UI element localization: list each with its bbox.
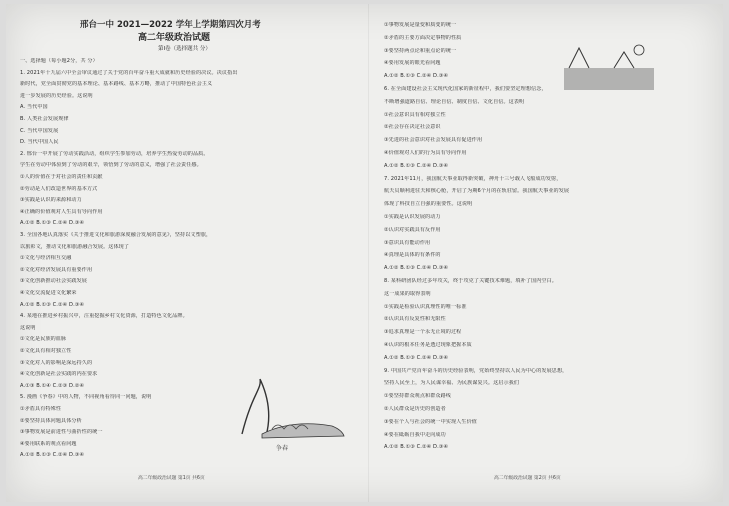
question-line: A.①② B.①③ C.②④ D.③④ (20, 301, 85, 308)
right-footer: 高二年级政治试题 第2页 共6页 (494, 476, 561, 481)
question-line: 体现了科技自立自强的重要性。这说明 (384, 201, 473, 208)
exam-title: 邢台一中 2021—2022 学年上学期第四次月考 (80, 20, 261, 30)
question-line: ④要用发展的眼光看问题 (384, 60, 441, 67)
question-line: A.①② B.①③ C.②④ D.③④ (20, 220, 85, 227)
cartoon-caption: 争春 (276, 445, 289, 452)
question-line: 不断增强道路自信、理论自信、制度自信、文化自信。这表明 (384, 98, 525, 105)
question-line: A.①② B.①③ C.②④ D.③④ (20, 452, 85, 459)
question-line: ④文化交流促进文化繁荣 (20, 290, 77, 296)
question-line: ②认识具有反复性和无限性 (384, 316, 446, 323)
exam-subtitle: 高二年级政治试题 (138, 33, 211, 43)
question-line: ④认识的根本任务是透过现象把握本质 (384, 342, 472, 348)
question-line: A.①② B.①③ C.②④ D.③④ (384, 73, 449, 80)
question-line: ③先进的社会意识对社会发展具有促进作用 (384, 137, 483, 144)
question-line: 3. 全国各地认真落实《关于推进文化和旅游深度融合发展的意见》，坚持以文塑旅， (20, 232, 212, 238)
question-line: 进一步发展的历史经验。这说明 (20, 92, 93, 99)
question-line: ③追求真理是一个永无止境的过程 (384, 329, 462, 336)
question-line: 4. 某地在推进乡村振兴中，注重挖掘乡村文化资源，打造特色文化品牌。 (20, 313, 188, 320)
question-line: ①实践是认识发展的动力 (384, 214, 441, 220)
question-line: D. 当代中国人民 (20, 139, 59, 146)
question-line: C. 当代中国发展 (20, 127, 59, 134)
question-line: ④正确的价值观对人生具有导向作用 (20, 208, 103, 215)
question-line: ①矛盾具有特殊性 (20, 406, 62, 412)
question-line: ③实践是认识的来源和动力 (20, 197, 82, 204)
question-line: 新时代，党全面贯彻党的基本理论、基本路线、基本方略，推动了中国特色社会主义 (20, 81, 213, 88)
question-line: A.①③ B.①④ C.②③ D.②④ (20, 382, 85, 389)
question-line: ②矛盾的主要方面决定事物的性质 (384, 34, 462, 41)
question-line: A.①② B.①③ C.②④ D.③④ (384, 354, 449, 361)
section-label: 第I卷（选择题共 分） (158, 46, 211, 52)
question-line: ①文化与经济相互交融 (20, 255, 72, 262)
question-line: 以旅彰文，推动文化和旅游融合发展。这体现了 (20, 243, 130, 250)
question-line: 这说明 (20, 324, 36, 331)
question-line: 学生在劳动中体验到了劳动的艰辛，领悟到了劳动的意义，增强了社会责任感。 (20, 162, 202, 169)
question-line: ②认识对实践具有反作用 (384, 226, 441, 233)
question-line: ③文化对人的影响是深远持久的 (20, 359, 93, 366)
question-line: 一、选择题（每小题2分，共 分） (20, 58, 98, 64)
question-line: ③文化创新推动社会实践发展 (20, 278, 87, 285)
question-line: ①实践是检验认识真理性的唯一标准 (384, 303, 467, 310)
left-footer: 高二年级政治试题 第1页 共6页 (138, 476, 205, 481)
question-line: ③要在个人与社会的统一中实现人生价值 (384, 418, 477, 425)
question-line: 坚持人民至上，为人民谋幸福、为民族谋复兴。这启示我们 (384, 380, 520, 387)
question-line: ①要坚持群众观点和群众路线 (384, 393, 451, 400)
question-line: ③要坚持两点论和重点论的统一 (384, 47, 457, 54)
question-line: 8. 某科研团队经过多年攻关，终于攻克了关键技术难题，填补了国内空白。 (384, 278, 557, 284)
question-line: ④真理是具体的有条件的 (384, 252, 441, 259)
question-line: ④文化创新是社会实践的内在要求 (20, 371, 98, 378)
question-line: A.①② B.①③ C.②④ D.③④ (384, 162, 449, 169)
page-fold (368, 4, 369, 502)
question-line: 航天员顺利进驻天和核心舱，开启了为期6个月的在轨驻留。我国航天事业的发展 (384, 188, 570, 195)
question-line: ②社会存在决定社会意识 (384, 124, 441, 131)
question-line: 6. 在全面建设社会主义现代化国家的新征程中，我们要坚定理想信念， (384, 86, 547, 92)
question-line: ③意识具有能动作用 (384, 239, 431, 246)
question-line: B. 人类社会发展规律 (20, 116, 69, 122)
question-line: ④价值观对人们的行为具有导向作用 (384, 150, 467, 156)
question-line: ②文化具有相对独立性 (20, 348, 72, 354)
question-line: 5. 漫画《争春》中的人物，不同视角看待同一问题，说明 (20, 394, 152, 401)
cartoon-illustration-right (554, 38, 664, 96)
question-line: ②劳动是人们改造世界的基本方式 (20, 185, 98, 192)
question-line: ①事物发展是量变和质变的统一 (384, 22, 457, 28)
question-line: 2. 邢台一中开展了劳动实践活动，组织学生参加劳动，培养学生热爱劳动的品质。 (20, 150, 209, 157)
question-line: ③事物发展是前进性与曲折性的统一 (20, 429, 103, 436)
right-page (384, 16, 714, 486)
question-line: ④要用联系的观点看问题 (20, 440, 77, 447)
left-page (20, 16, 364, 486)
question-line: ①社会意识具有相对独立性 (384, 111, 446, 118)
question-line: ②文化对经济发展具有重要作用 (20, 266, 93, 273)
exam-sheet (6, 4, 723, 502)
question-line: 9. 中国共产党百年奋斗的历史经验表明，党始终坚持以人民为中心的发展思想， (384, 367, 568, 374)
question-line: A.①② B.①③ C.②④ D.③④ (384, 265, 449, 272)
question-line: ①文化是民族的血脉 (20, 336, 67, 343)
question-line: ④要在砥砺自我中走向成功 (384, 431, 446, 438)
question-line: ①人的价值在于对社会的责任和贡献 (20, 174, 103, 180)
question-line: A. 当代中国 (20, 104, 48, 111)
question-line: ②要坚持具体问题具体分析 (20, 417, 82, 424)
question-line: 7. 2021年11月，我国航天事业取得新突破，神舟十三号载人飞船成功发射， (384, 175, 562, 182)
question-line: 这一成果的取得表明 (384, 290, 431, 297)
question-line: ②人民群众是历史的创造者 (384, 406, 446, 412)
question-line: A.①② B.①③ C.②④ D.③④ (384, 444, 449, 451)
cartoon-illustration (232, 374, 352, 462)
question-line: 1. 2021年十九届六中全会审议通过了关于党的百年奋斗重大成就和历史经验的决议。决议指出 (20, 69, 238, 76)
